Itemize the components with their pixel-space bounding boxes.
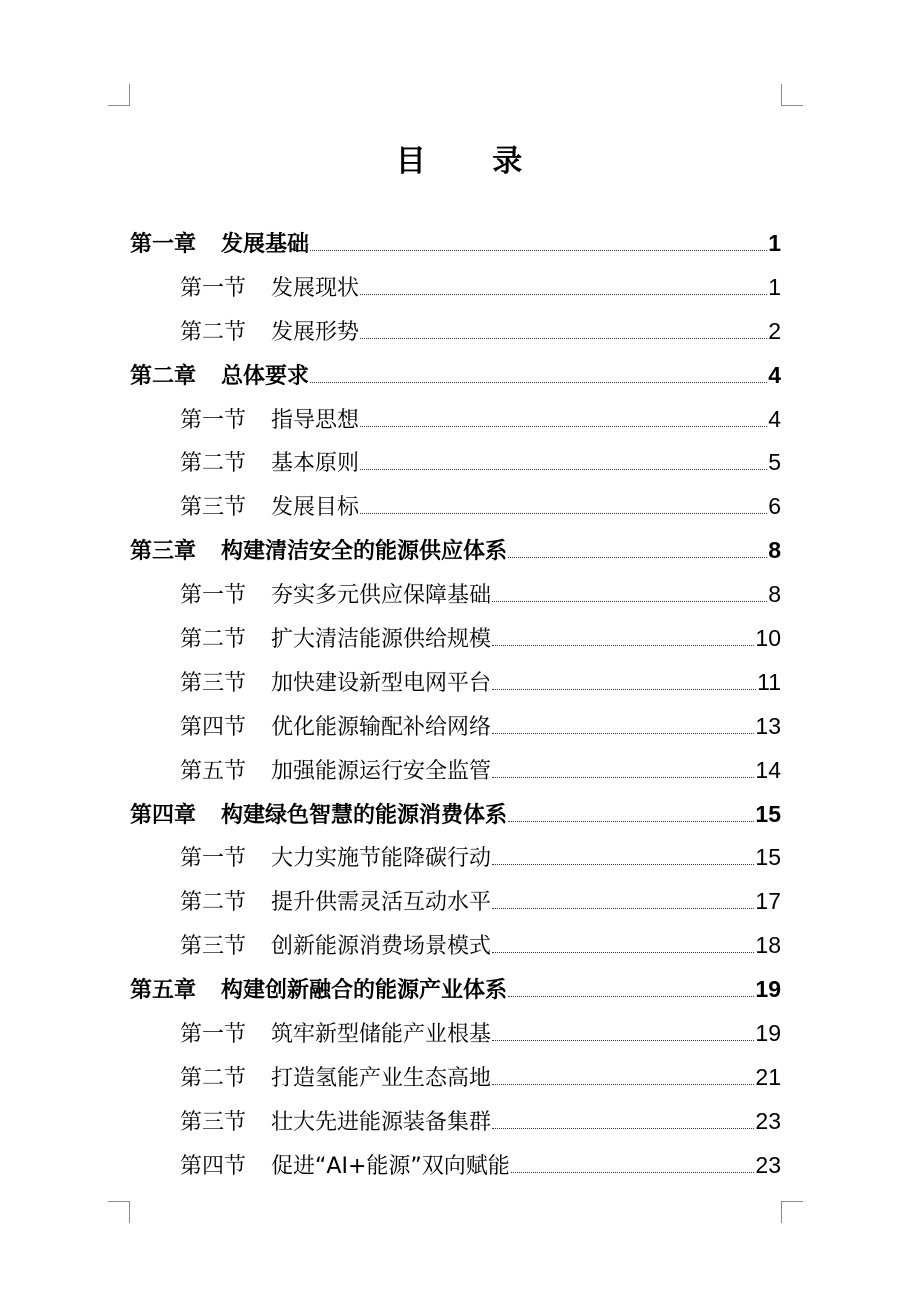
toc-entry-label: 第四节 bbox=[180, 714, 247, 740]
toc-chapter-entry[interactable] bbox=[130, 222, 781, 266]
toc-entry-title: 夯实多元供应保障基础 bbox=[271, 583, 492, 609]
toc-entry-title: 发展基础 bbox=[221, 232, 310, 257]
toc-entry-label: 第四章 bbox=[130, 802, 197, 828]
toc-page-number: 10 bbox=[755, 625, 781, 652]
toc-section-entry[interactable] bbox=[130, 924, 781, 968]
toc-entry-title: 发展形势 bbox=[271, 319, 360, 345]
toc-page-number: 13 bbox=[755, 712, 781, 739]
toc-section-entry[interactable] bbox=[130, 880, 781, 924]
crop-mark-bottom-left bbox=[108, 1201, 130, 1223]
toc-page-number: 1 bbox=[768, 230, 781, 256]
toc-entry-label: 第二节 bbox=[180, 890, 247, 916]
dot-leader bbox=[360, 425, 767, 427]
toc-page-number: 15 bbox=[755, 844, 781, 871]
dot-leader bbox=[492, 644, 754, 646]
dot-leader bbox=[360, 468, 767, 470]
toc-entry-label: 第一节 bbox=[180, 583, 247, 609]
toc-page-number: 15 bbox=[755, 800, 781, 827]
toc-entry-label: 第三章 bbox=[130, 539, 197, 565]
toc-page-number: 6 bbox=[768, 493, 781, 520]
toc-page-number: 5 bbox=[768, 449, 781, 476]
toc-entry-label: 第一节 bbox=[180, 407, 247, 433]
toc-entry-label: 第一节 bbox=[180, 275, 247, 301]
dot-leader bbox=[508, 820, 754, 822]
toc-entry-label: 第二节 bbox=[180, 1065, 247, 1091]
toc-section-entry[interactable] bbox=[130, 661, 781, 705]
dot-leader bbox=[508, 556, 767, 558]
toc-entry-label: 第二节 bbox=[180, 451, 247, 477]
toc-entry-title: 发展现状 bbox=[271, 275, 360, 301]
toc-entry-title: 发展目标 bbox=[271, 495, 360, 521]
toc-entry-label: 第二节 bbox=[180, 319, 247, 345]
dot-leader bbox=[310, 381, 767, 383]
toc-entry-title: 打造氢能产业生态高地 bbox=[271, 1065, 492, 1091]
toc-entry-title: 基本原则 bbox=[271, 451, 360, 477]
toc-page-number: 19 bbox=[755, 1020, 781, 1047]
toc-chapter-entry[interactable] bbox=[130, 354, 781, 398]
toc-entry-title: 筑牢新型储能产业根基 bbox=[271, 1022, 492, 1048]
toc-section-entry[interactable] bbox=[130, 573, 781, 617]
toc-page-number: 23 bbox=[755, 1151, 781, 1178]
page-title: 目 录 bbox=[395, 144, 551, 179]
toc-entry-title: 加快建设新型电网平台 bbox=[271, 670, 492, 696]
toc-section-entry[interactable] bbox=[130, 1012, 781, 1056]
crop-mark-top-right bbox=[781, 84, 803, 106]
toc-section-entry[interactable] bbox=[130, 749, 781, 793]
toc-page-number: 21 bbox=[755, 1063, 781, 1090]
toc-page-number: 8 bbox=[768, 581, 781, 608]
toc-chapter-entry[interactable] bbox=[130, 968, 781, 1012]
dot-leader bbox=[492, 1039, 754, 1041]
dot-leader bbox=[492, 951, 754, 953]
toc-section-entry[interactable] bbox=[130, 1100, 781, 1144]
dot-leader bbox=[360, 337, 767, 339]
dot-leader bbox=[492, 600, 767, 602]
toc-entry-title: 构建绿色智慧的能源消费体系 bbox=[221, 802, 508, 828]
table-of-contents bbox=[130, 222, 781, 1188]
toc-entry-title: 指导思想 bbox=[271, 407, 360, 433]
toc-entry-label: 第三节 bbox=[180, 670, 247, 696]
dot-leader bbox=[492, 732, 754, 734]
toc-section-entry[interactable] bbox=[130, 310, 781, 354]
toc-entry-title: 扩大清洁能源供给规模 bbox=[271, 627, 492, 653]
toc-entry-title: 大力实施节能降碳行动 bbox=[271, 846, 492, 872]
toc-section-entry[interactable] bbox=[130, 705, 781, 749]
toc-entry-title: 促进“AI+能源”双向赋能 bbox=[271, 1153, 510, 1179]
toc-entry-label: 第三节 bbox=[180, 495, 247, 521]
toc-entry-title: 提升供需灵活互动水平 bbox=[271, 890, 492, 916]
toc-page-number: 2 bbox=[768, 317, 781, 344]
toc-section-entry[interactable] bbox=[130, 1056, 781, 1100]
toc-entry-label: 第五节 bbox=[180, 758, 247, 784]
toc-section-entry[interactable] bbox=[130, 1144, 781, 1188]
toc-section-entry[interactable] bbox=[130, 441, 781, 485]
toc-section-entry[interactable] bbox=[130, 398, 781, 442]
dot-leader bbox=[360, 512, 767, 514]
crop-mark-bottom-right bbox=[781, 1201, 803, 1223]
toc-entry-label: 第二章 bbox=[130, 363, 197, 389]
dot-leader bbox=[492, 863, 754, 865]
toc-page-number: 18 bbox=[755, 932, 781, 959]
toc-page-number: 19 bbox=[755, 976, 781, 1003]
toc-page-number: 17 bbox=[755, 888, 781, 915]
dot-leader bbox=[492, 1083, 754, 1085]
toc-section-entry[interactable] bbox=[130, 485, 781, 529]
toc-page-number: 4 bbox=[768, 405, 781, 432]
toc-entry-label: 第一节 bbox=[180, 846, 247, 872]
dot-leader bbox=[492, 907, 754, 909]
toc-entry-label: 第四节 bbox=[180, 1153, 247, 1179]
toc-section-entry[interactable] bbox=[130, 617, 781, 661]
dot-leader bbox=[360, 293, 767, 295]
dot-leader bbox=[492, 776, 754, 778]
toc-chapter-entry[interactable] bbox=[130, 793, 781, 837]
dot-leader bbox=[310, 249, 767, 251]
toc-entry-title: 总体要求 bbox=[221, 363, 310, 389]
crop-mark-top-left bbox=[108, 84, 130, 106]
toc-entry-title: 壮大先进能源装备集群 bbox=[271, 1109, 492, 1135]
toc-entry-title: 优化能源输配补给网络 bbox=[271, 714, 492, 740]
toc-page-number: 23 bbox=[755, 1107, 781, 1134]
toc-entry-title: 加强能源运行安全监管 bbox=[271, 758, 492, 784]
toc-entry-title: 创新能源消费场景模式 bbox=[271, 934, 492, 960]
toc-chapter-entry[interactable] bbox=[130, 529, 781, 573]
dot-leader bbox=[492, 1127, 754, 1129]
toc-entry-label: 第二节 bbox=[180, 627, 247, 653]
dot-leader bbox=[492, 688, 756, 690]
toc-entry-label: 第三节 bbox=[180, 1109, 247, 1135]
toc-page-number: 4 bbox=[768, 361, 781, 388]
toc-entry-label: 第一节 bbox=[180, 1022, 247, 1048]
toc-page-number: 14 bbox=[755, 756, 781, 783]
toc-entry-label: 第一章 bbox=[130, 232, 197, 257]
toc-entry-label: 第五章 bbox=[130, 978, 197, 1004]
toc-entry-title: 构建清洁安全的能源供应体系 bbox=[221, 539, 508, 565]
dot-leader bbox=[508, 995, 754, 997]
dot-leader bbox=[511, 1171, 755, 1173]
toc-section-entry[interactable] bbox=[130, 266, 781, 310]
toc-page-number: 8 bbox=[768, 537, 781, 564]
toc-entry-title: 构建创新融合的能源产业体系 bbox=[221, 978, 508, 1004]
toc-section-entry[interactable] bbox=[130, 836, 781, 880]
toc-page-number: 11 bbox=[757, 668, 781, 695]
toc-page-number: 1 bbox=[768, 273, 781, 300]
toc-entry-label: 第三节 bbox=[180, 934, 247, 960]
